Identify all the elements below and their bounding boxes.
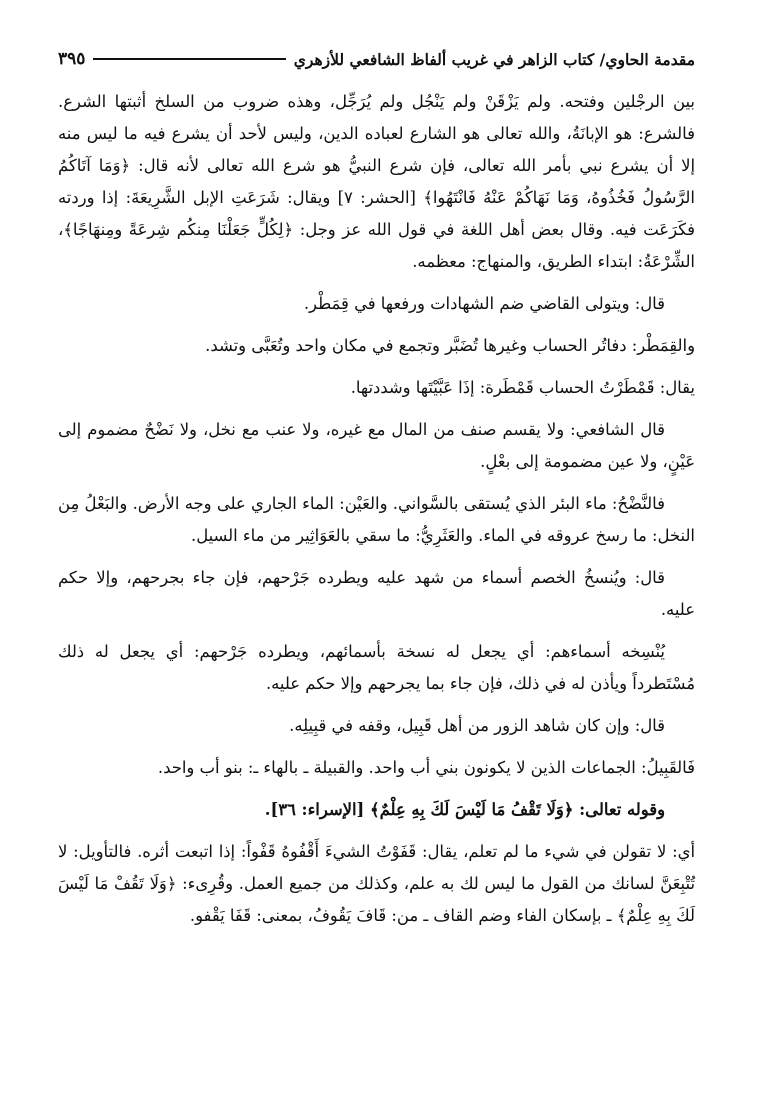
page-body: [58, 86, 695, 932]
page-number: ٣٩٥: [58, 49, 86, 69]
header-title: مقدمة الحاوي/ كتاب الزاهر في غريب ألفاظ الشافعي للأزهري: [293, 49, 695, 69]
paragraph-qimatr-rule: قال: ويتولى القاضي ضم الشهادات ورفعها في قِمَطْر.: [303, 294, 665, 313]
paragraph-shafii-rule: قال الشافعي: ولا يقسم صنف من المال مع غيره، ولا عنب مع نخل، ولا نَضْحٌ مضموم إلى عَيْنٍ، ولا عين مضمومة إلى بعْلٍ.: [58, 420, 695, 471]
running-header: [58, 44, 695, 74]
paragraph-naskh-definition: يُنْسِخه أسماءهم: أي يجعل له نسخة بأسمائهم، ويطرده جَرْحهم: أي يجعل له ذلك مُسْتَطرداً ويأذن له في ذلك، فإن جاء بما يجرحهم وإلا حكم عليه.: [58, 642, 695, 693]
paragraph-quran-verse: وقوله تعالى: ﴿وَلَا تَقْفُ مَا لَيْسَ لَكَ بِهِ عِلْمٌ﴾ [الإسراء: ٣٦].: [264, 800, 665, 819]
paragraph-qafw-definition: أي: لا تقولن في شيء ما لم تعلم، يقال: قَفَوْتُ الشيءَ أَقْفُوهُ قَفْواً: إذا اتبعت أثره. فالتأويل: لا تُتْبِعَنَّ لسانك من القول ما ليس لك به علم، وكذلك من جميع العمل. وقُرِىء: ﴿وَلَا تَقُفْ مَا لَيْسَ لَكَ بِهِ عِلْمٌ﴾ ـ بإسكان الفاء وضم القاف ـ من: قَافَ يَقُوفُ، بمعنى: قَفَا يَقْفو.: [58, 842, 696, 925]
paragraph-qabil-rule: قال: وإن كان شاهد الزور من أهل قَبِيل، وقفه في قبِيلِه.: [289, 716, 665, 735]
paragraph-nadh-definition: فالنَّضْحُ: ماء البئر الذي يُستقى بالسَّواني. والعَيْن: الماء الجاري على وجه الأرض. والبَعْلُ مِن النخل: ما رسخ عروقه في الماء. والعَثَرِيُّ: ما سقي بالعَوَاثِير من ماء السيل.: [58, 494, 695, 545]
paragraph-qabil-definition: فَالقَبِيلُ: الجماعات الذين لا يكونون بني أب واحد. والقبيلة ـ بالهاء ـ: بنو أب واحد.: [157, 758, 695, 777]
header-rule: [93, 58, 285, 60]
paragraph-qimatr-definition: والقِمَطْر: دفاتُر الحساب وغيرها تُضَبَّر وتجمع في مكان واحد وتُعَبَّى وتشد.: [205, 336, 695, 355]
paragraph-qamtara: يقال: قَمْطَرْتُ الحساب قَمْطَرة: إذَا عَبَّيْتَها وشددتها.: [350, 378, 695, 397]
page: [58, 44, 695, 932]
paragraph-naskh-rule: قال: ويُنسخُ الخصم أسماء من شهد عليه ويطرده جَرْحهم، فإن جاء بجرحهم، وإلا حكم عليه.: [58, 568, 695, 619]
paragraph-shar: بين الرجْلين وفتحه. ولم يَزْقَنْ ولم يَنْجُل ولم يُرَجِّل، وهذه ضروب من السلخ أثبتها الشرع. فالشرع: هو الإبانَةُ، والله تعالى هو الشارع لعباده الدين، وليس لأحد أن يشرع فيه ما ليس منه إلا أن يشرع نبي بأمر الله تعالى، فإن شرع النبيُّ هو شرع الله تعالى لأنه قال: ﴿وَمَا آتَاكُمُ الرَّسُولُ فَخُذُوهُ، وَمَا نَهَاكُمْ عَنْهُ فَانْتَهُوا﴾ [الحشر: ٧] ويقال: شَرَعَتِ الإبل الشَّرِيعَةَ: إذا وردته فكَرَعَت فيه. وقال بعض أهل اللغة في قول الله عز وجل: ﴿لِكُلٍّ جَعَلْنَا مِنكُم شِرعَةً ومِنهَاجًا﴾، الشِّرْعَةُ: ابتداء الطريق، والمنهاج: معظمه.: [58, 92, 695, 271]
